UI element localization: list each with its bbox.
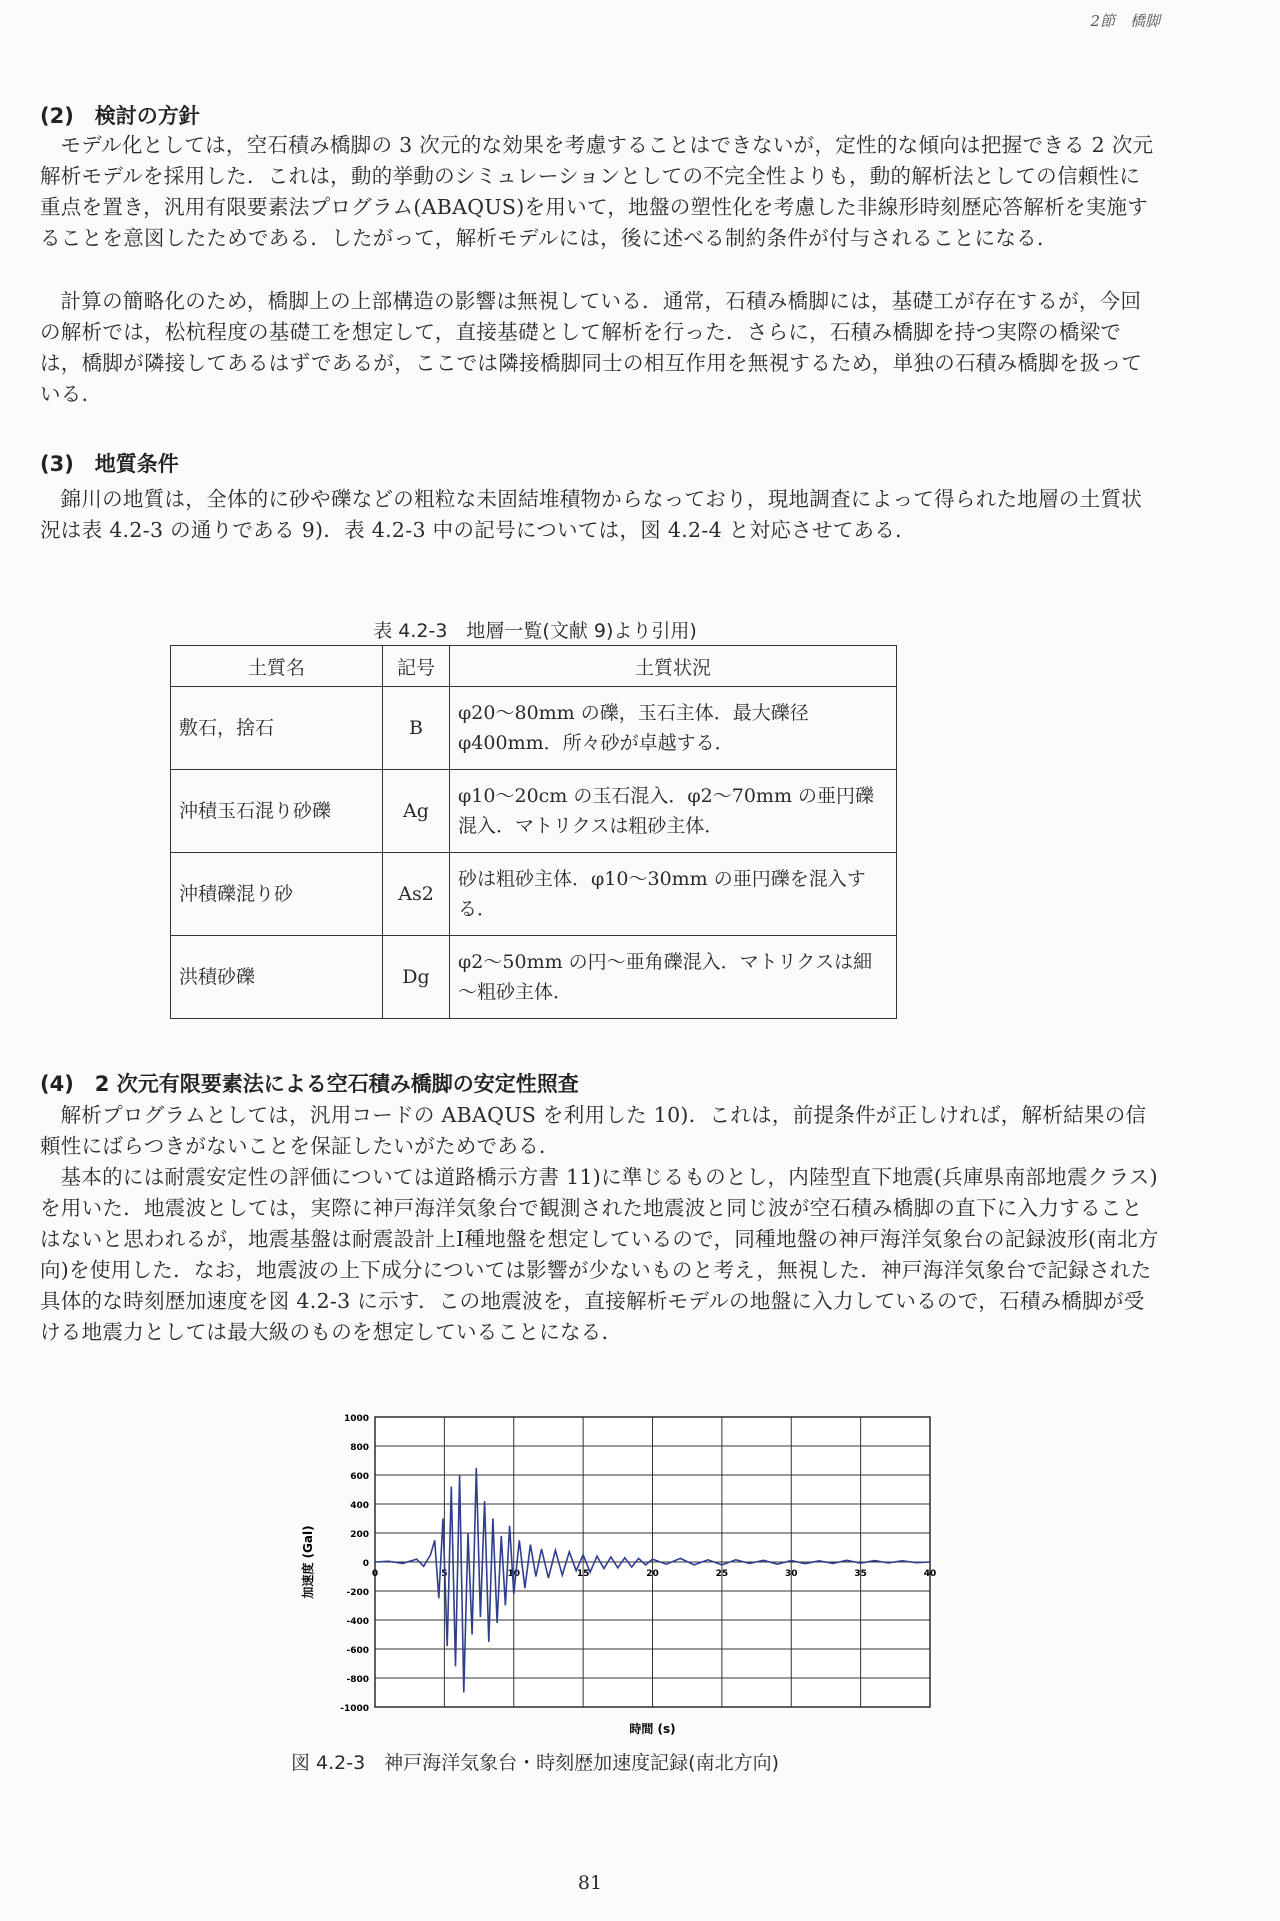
soil-symbol: B <box>383 687 450 770</box>
x-tick-label: 25 <box>715 1569 729 1579</box>
paragraph: 解析プログラムとしては，汎用コードの ABAQUS を利用した 10)．これは，前提条件が正しければ，解析結果の信頼性にばらつきがないことを保証したいがためである． <box>40 1103 1147 1158</box>
table-row <box>171 687 897 770</box>
chart-svg <box>270 1405 950 1740</box>
y-tick-label: -400 <box>346 1617 369 1627</box>
x-tick-label: 0 <box>371 1569 379 1579</box>
y-tick-label: 600 <box>350 1472 369 1482</box>
y-tick-label: -200 <box>346 1588 369 1598</box>
x-tick-label: 40 <box>923 1569 937 1579</box>
y-tick-label: 400 <box>350 1501 369 1511</box>
y-tick-label: 800 <box>350 1443 369 1453</box>
section-heading-3: (3) 地質条件 <box>40 452 179 476</box>
y-tick-label: 200 <box>350 1530 369 1540</box>
x-axis-label: 時間 (s) <box>629 1722 676 1736</box>
page-number: 81 <box>577 1872 603 1894</box>
column-header: 土質名 <box>171 646 383 687</box>
paragraph: 計算の簡略化のため，橋脚上の上部構造の影響は無視している．通常，石積み橋脚には，基礎工が存在するが，今回の解析では，松杭程度の基礎工を想定して，直接基礎として解析を行った．さらに，石積み橋脚を持つ実際の橋梁では，橋脚が隣接してあるはずであるが，ここでは隣接橋脚同士の相互作用を無視するため，単独の石積み橋脚を扱っている． <box>40 289 1143 406</box>
x-tick-label: 15 <box>576 1569 590 1579</box>
y-tick-label: -600 <box>346 1646 369 1656</box>
x-tick-label: 10 <box>507 1569 521 1579</box>
column-header: 記号 <box>383 646 450 687</box>
soil-description: 砂は粗砂主体．φ10～30mm の亜円礫を混入する． <box>450 853 897 936</box>
y-tick-label: -1000 <box>340 1704 369 1714</box>
paragraph: 錦川の地質は，全体的に砂や礫などの粗粒な未固結堆積物からなっており，現地調査によって得られた地層の土質状況は表 4.2-3 の通りである 9)．表 4.2-3 中の記号については，図 4.2-4 と対応させてある． <box>40 487 1143 542</box>
section-heading-4: (4) 2 次元有限要素法による空石積み橋脚の安定性照査 <box>40 1072 579 1096</box>
soil-description: φ2～50mm の円～亜角礫混入．マトリクスは細～粗砂主体． <box>450 936 897 1019</box>
soil-symbol: Dg <box>383 936 450 1019</box>
soil-name: 敷石，捨石 <box>171 687 383 770</box>
y-tick-label: -800 <box>346 1675 369 1685</box>
y-tick-label: 1000 <box>343 1414 369 1424</box>
soil-name: 洪積砂礫 <box>171 936 383 1019</box>
soil-symbol: Ag <box>383 770 450 853</box>
soil-symbol: As2 <box>383 853 450 936</box>
acceleration-chart <box>270 1405 950 1740</box>
x-tick-label: 35 <box>854 1569 867 1579</box>
figure-caption: 図 4.2-3 神戸海洋気象台・時刻歴加速度記録(南北方向) <box>290 1752 780 1774</box>
paragraph: 基本的には耐震安定性の評価については道路橋示方書 11)に準じるものとし，内陸型直下地震(兵庫県南部地震クラス)を用いた．地震波としては，実際に神戸海洋気象台で観測された地震波と同じ波が空石積み橋脚の直下に入力することはないと思われるが，地震基盤は耐震設計上Ⅰ種地盤を想定しているので，同種地盤の神戸海洋気象台の記録波形(南北方向)を使用した．なお，地震波の上下成分については影響が少ないものと考え，無視した．神戸海洋気象台で記録された具体的な時刻歴加速度を図 4.2-3 に示す．この地震波を，直接解析モデルの地盤に入力しているので，石積み橋脚が受ける地震力としては最大級のものを想定していることになる． <box>40 1165 1159 1344</box>
x-tick-label: 20 <box>646 1569 659 1579</box>
table-caption: 表 4.2-3 地層一覧(文献 9)より引用) <box>373 620 697 642</box>
soil-description: φ20～80mm の礫，玉石主体．最大礫径 φ400mm．所々砂が卓越する． <box>450 687 897 770</box>
section-heading-2: (2) 検討の方針 <box>40 104 200 128</box>
table-header-row <box>171 646 897 687</box>
soil-name: 沖積玉石混り砂礫 <box>171 770 383 853</box>
table-row <box>171 853 897 936</box>
paragraph: モデル化としては，空石積み橋脚の 3 次元的な効果を考慮することはできないが，定性的な傾向は把握できる 2 次元解析モデルを採用した．これは，動的挙動のシミュレーションとしての不完全性よりも，動的解析法としての信頼性に重点を置き，汎用有限要素法プログラム(ABAQUS)を用いて，地盤の塑性化を考慮した非線形時刻歴応答解析を実施することを意図したためである．したがって，解析モデルには，後に述べる制約条件が付与されることになる． <box>40 133 1154 250</box>
x-tick-label: 5 <box>441 1569 448 1579</box>
table-row <box>171 936 897 1019</box>
x-tick-label: 30 <box>784 1569 798 1579</box>
table-row <box>171 770 897 853</box>
running-header: 2節 橋脚 <box>1090 12 1160 30</box>
soil-name: 沖積礫混り砂 <box>171 853 383 936</box>
y-tick-label: 0 <box>362 1559 369 1569</box>
soil-table <box>170 645 897 1019</box>
soil-description: φ10～20cm の玉石混入．φ2～70mm の亜円礫混入．マトリクスは粗砂主体． <box>450 770 897 853</box>
column-header: 土質状況 <box>450 646 897 687</box>
y-axis-label: 加速度 (Gal) <box>301 1525 315 1599</box>
